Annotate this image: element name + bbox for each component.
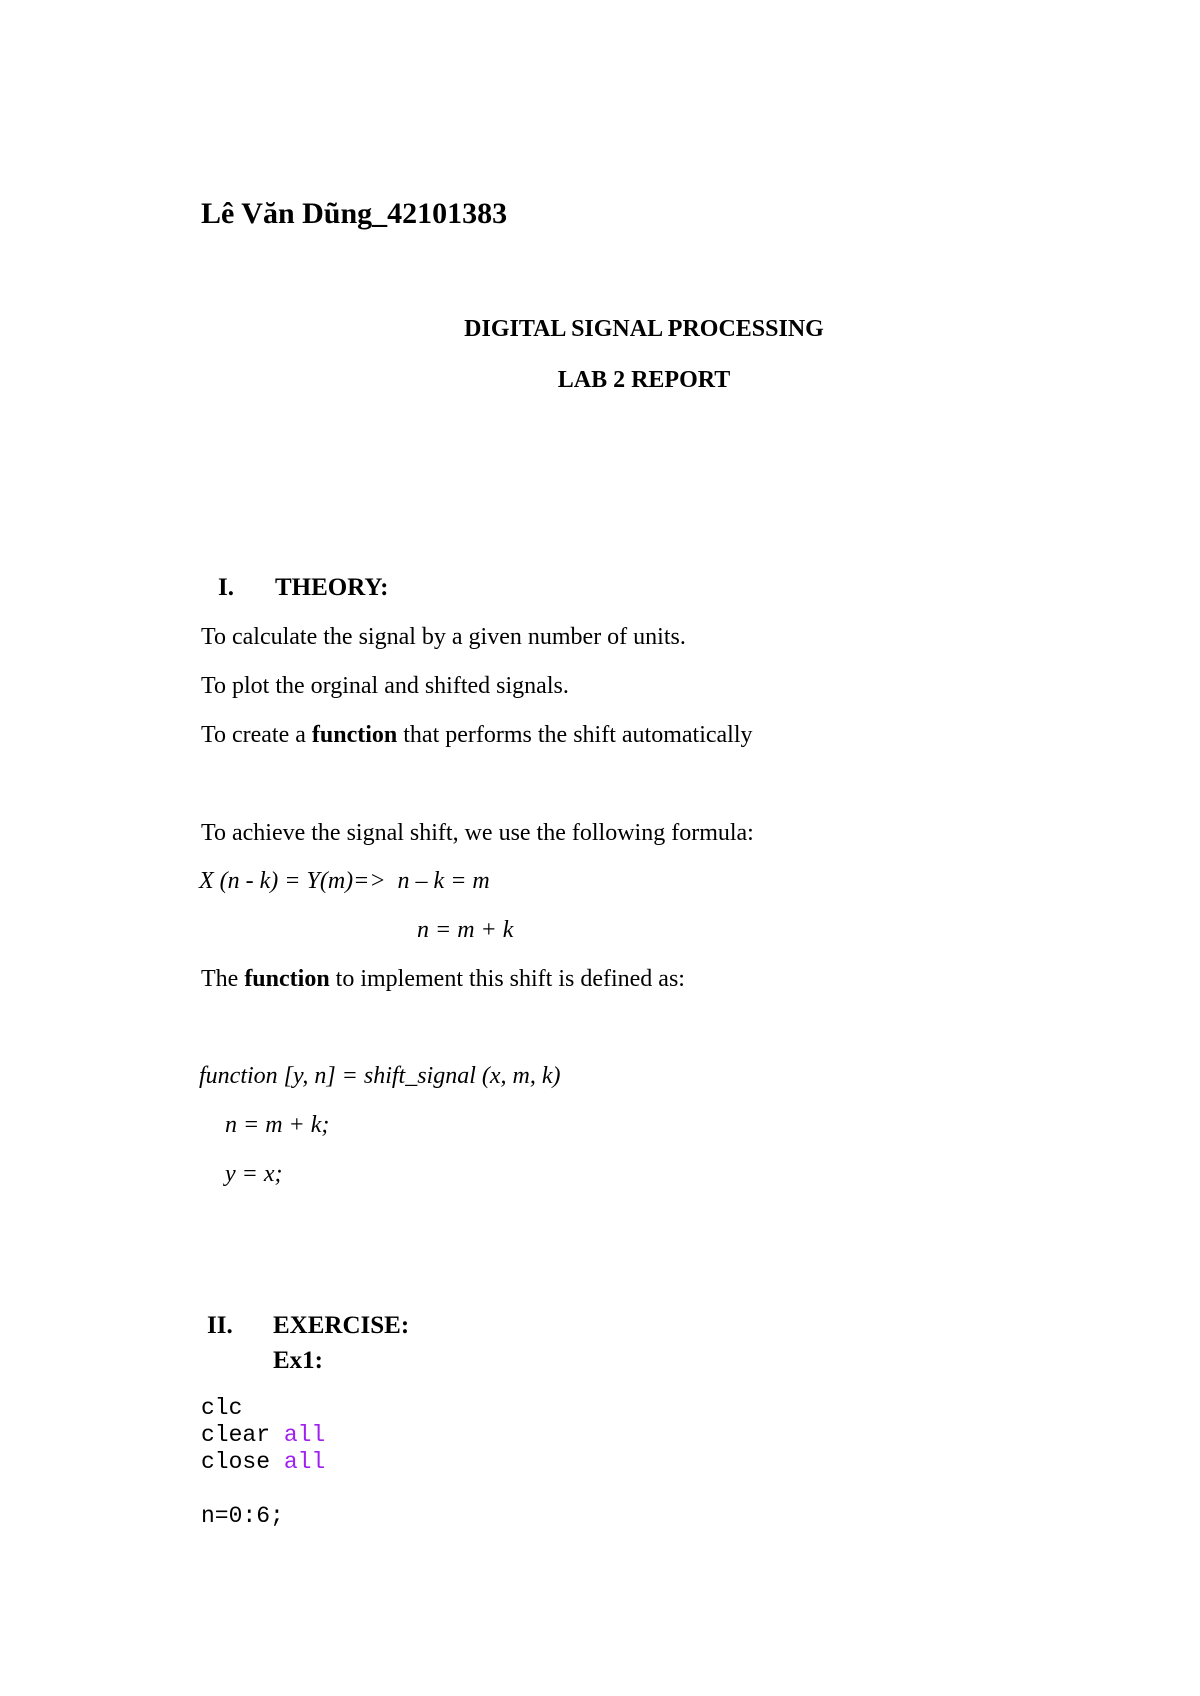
formula-line-1: X (n - k) = Y(m)=> n – k = m — [199, 868, 490, 894]
formula-line-2: n = m + k — [417, 917, 514, 943]
function-body-line-2: y = x; — [225, 1161, 283, 1187]
code-keyword: all — [283, 1422, 326, 1448]
author-name: Lê Văn Dũng_42101383 — [201, 197, 508, 230]
theory-line-2: To plot the orginal and shifted signals. — [201, 673, 569, 699]
report-subtitle: LAB 2 REPORT — [557, 367, 731, 393]
function-body-line-1: n = m + k; — [225, 1112, 330, 1138]
theory-line-1: To calculate the signal by a given number of units. — [201, 624, 686, 650]
code-line-1: clc — [201, 1395, 243, 1421]
code-line-4: n=0:6; — [201, 1503, 284, 1529]
theory-line-3: To create a function that performs the shift automatically — [201, 722, 753, 748]
code-line-3: close all — [201, 1449, 326, 1475]
formula-intro: To achieve the signal shift, we use the following formula: — [201, 820, 754, 846]
section-2-heading: EXERCISE: — [273, 1312, 410, 1339]
code-keyword: all — [283, 1449, 326, 1475]
function-signature: function [y, n] = shift_signal (x, m, k) — [199, 1063, 561, 1089]
section-1-heading: THEORY: — [275, 574, 389, 601]
function-intro: The function to implement this shift is defined as: — [201, 966, 685, 992]
section-1-number: I. — [218, 574, 234, 601]
code-line-2: clear all — [201, 1422, 326, 1448]
report-title: DIGITAL SIGNAL PROCESSING — [464, 316, 824, 342]
exercise-1-label: Ex1: — [273, 1347, 323, 1374]
section-2-number: II. — [207, 1312, 233, 1339]
